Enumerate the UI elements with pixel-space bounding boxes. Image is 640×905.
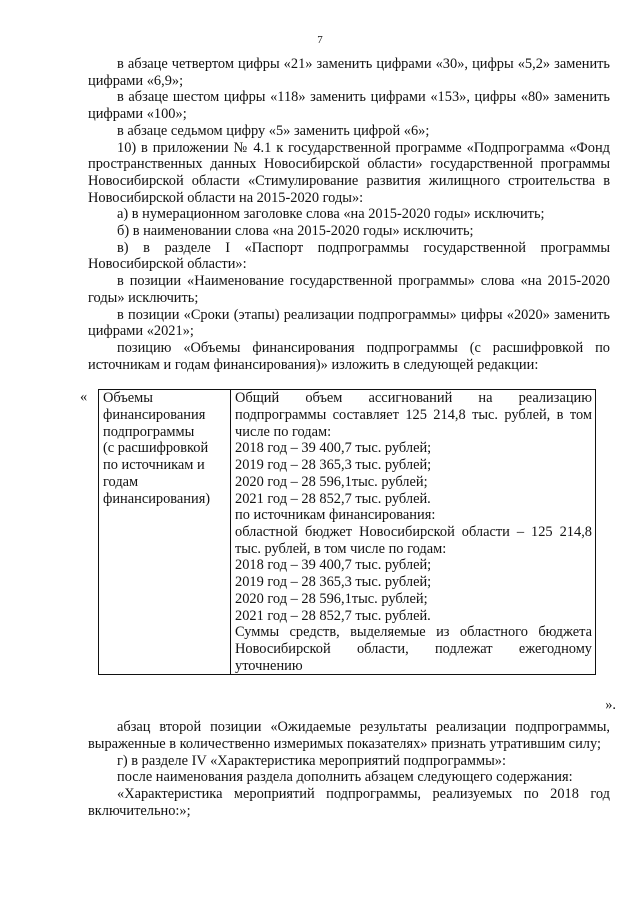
cell-line: годам <box>103 473 139 490</box>
cell-line: 2020 год – 28 596,1тыс. рублей; <box>235 590 428 607</box>
cell-line: по источникам финансирования: <box>235 507 436 524</box>
cell-line: по источникам и <box>103 457 205 474</box>
paragraph: абзац второй позиции «Ожидаемые результаты реализации подпрограммы, выраженные в количественно измеримых показателях» признать утратившим силу; <box>88 719 610 753</box>
page-number: 7 <box>317 34 323 46</box>
document-body <box>80 56 616 820</box>
paragraph: 10) в приложении № 4.1 к государственной программе «Подпрограмма «Фонд пространственных данных Новосибирской области» государственной программы Новосибирской области «Стимулирование развития жилищного строительства в Новосибирской области на 2015-2020 годы»: <box>88 139 610 206</box>
cell-line: 2021 год – 28 852,7 тыс. рублей. <box>235 607 431 624</box>
cell-line: Объемы <box>103 390 153 407</box>
cell-line: подпрограммы <box>103 423 195 440</box>
close-quote: ». <box>605 696 616 713</box>
paragraph: в позиции «Сроки (этапы) реализации подпрограммы» цифры «2020» заменить цифрами «2021»; <box>88 306 610 340</box>
cell-line: Общий объем ассигнований на реализацию подпрограммы составляет 125 214,8 тыс. рублей, в том числе по годам: <box>235 390 592 440</box>
paragraph: в) в разделе I «Паспорт подпрограммы государственной программы Новосибирской области»: <box>88 239 610 273</box>
cell-line: финансирования <box>103 407 206 424</box>
cell-line: 2019 год – 28 365,3 тыс. рублей; <box>235 457 432 474</box>
cell-line: 2018 год – 39 400,7 тыс. рублей; <box>235 440 432 457</box>
cell-line: 2021 год – 28 852,7 тыс. рублей. <box>235 490 431 507</box>
cell-line: (с расшифровкой <box>103 440 209 457</box>
paragraph: позицию «Объемы финансирования подпрограммы (с расшифровкой по источникам и годам финансирования)» изложить в следующей редакции: <box>88 339 610 373</box>
cell-line: 2019 год – 28 365,3 тыс. рублей; <box>235 574 432 591</box>
table-cell-content <box>231 390 596 675</box>
paragraph: «Характеристика мероприятий подпрограммы, реализуемых по 2018 год включительно:»; <box>88 786 610 819</box>
open-quote: « <box>80 389 88 406</box>
cell-line: Суммы средств, выделяемые из областного бюджета Новосибирской области, подлежат ежегодному уточнению <box>235 624 592 674</box>
paragraph: в абзаце седьмом цифру «5» заменить цифрой «6»; <box>117 122 430 139</box>
cell-line: финансирования) <box>103 490 211 507</box>
paragraph: а) в нумерационном заголовке слова «на 2015-2020 годы» исключить; <box>117 206 545 223</box>
passport-table-block <box>80 389 616 715</box>
financing-table <box>98 389 596 675</box>
cell-line: 2018 год – 39 400,7 тыс. рублей; <box>235 557 432 574</box>
paragraph: б) в наименовании слова «на 2015-2020 годы» исключить; <box>117 223 474 240</box>
paragraph: г) в разделе IV «Характеристика мероприятий подпрограммы»: <box>117 752 507 769</box>
paragraph: в позиции «Наименование государственной программы» слова «на 2015-2020 годы» исключить; <box>88 273 610 306</box>
table-cell-label <box>99 390 231 675</box>
paragraph: в абзаце четвертом цифры «21» заменить цифрами «30», цифры «5,2» заменить цифрами «6,9»; <box>88 56 610 89</box>
table-row <box>99 390 596 675</box>
cell-line: 2020 год – 28 596,1тыс. рублей; <box>235 473 428 490</box>
paragraph: в абзаце шестом цифры «118» заменить цифрами «153», цифры «80» заменить цифрами «100»; <box>88 89 610 123</box>
cell-line: областной бюджет Новосибирской области – 125 214,8 тыс. рублей, в том числе по годам: <box>235 523 592 557</box>
paragraph: после наименования раздела дополнить абзацем следующего содержания: <box>117 769 573 786</box>
